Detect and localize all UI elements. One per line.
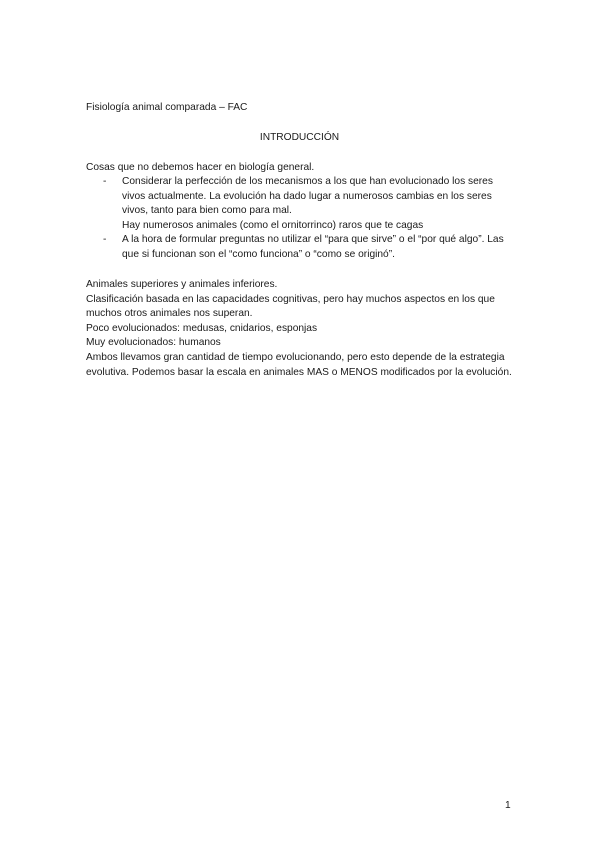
- bullet-marker: -: [103, 176, 107, 187]
- section-heading: INTRODUCCIÓN: [259, 132, 340, 143]
- body-paragraph: Poco evolucionados: medusas, cnidarios, esponjas: [86, 322, 318, 334]
- body-paragraph: Clasificación basada en las capacidades cognitivas, pero hay muchos aspectos en los que muchos otros animales nos superan.: [86, 293, 495, 320]
- bullet-text: A la hora de formular preguntas no utilizar el “para que sirve” o el “por qué algo”. Las que si funcionan son el “como funciona” o “como se originó”.: [122, 234, 504, 260]
- document-title: Fisiología animal comparada – FAC: [86, 102, 248, 113]
- page-number: 1: [505, 800, 511, 811]
- body-paragraph: Muy evolucionados: humanos: [86, 337, 221, 349]
- bullet-text: Considerar la perfección de los mecanismos a los que han evolucionado los seres vivos actualmente. La evolución ha dado lugar a numerosos cambias en los seres vivos, tanto para bien como para mal.: [122, 176, 493, 217]
- body-paragraph: Animales superiores y animales inferiores.: [86, 279, 278, 290]
- body-paragraph: Ambos llevamos gran cantidad de tiempo evolucionando, pero esto depende de la estrategia evolutiva. Podemos basar la escala en animales MAS o MENOS modificados por la evolución.: [86, 351, 512, 378]
- bullet-marker: -: [103, 234, 107, 246]
- list-item: [86, 175, 516, 233]
- body-section: [86, 278, 516, 380]
- intro-paragraph: Cosas que no debemos hacer en biología general.: [86, 162, 315, 173]
- bullet-list: [86, 175, 516, 263]
- list-item: [86, 233, 516, 262]
- bullet-text: Hay numerosos animales (como el ornitorrinco) raros que te cagas: [122, 219, 424, 231]
